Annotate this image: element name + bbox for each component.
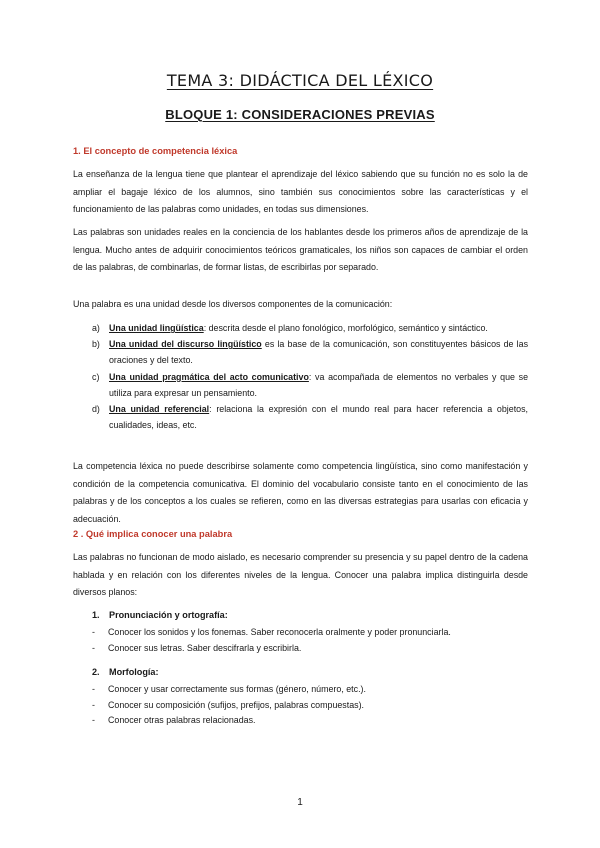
word-unit-list	[73, 320, 528, 433]
plane-1-title: Pronunciación y ortografía:	[109, 610, 228, 620]
section-1-paragraph-3: Una palabra es una unidad desde los diversos componentes de la comunicación:	[73, 299, 393, 309]
list-marker: a)	[92, 323, 100, 333]
list-item	[73, 336, 528, 368]
dash-marker: -	[92, 715, 95, 725]
dash-marker: -	[92, 627, 95, 637]
list-marker: c)	[92, 371, 100, 382]
bullet-text: Conocer otras palabras relacionadas.	[108, 715, 256, 725]
list-marker: b)	[92, 339, 100, 350]
list-item-text: : va acompañada de elementos no verbales y que se utiliza para expresar un pensamiento.	[109, 371, 529, 398]
bullet-item	[92, 698, 532, 714]
bullet-item	[92, 682, 532, 698]
plane-1-heading	[92, 610, 228, 620]
bullet-text: Conocer los sonidos y los fonemas. Saber reconocerla oralmente y poder pronunciarla.	[108, 627, 451, 637]
bullet-text: Conocer su composición (sufijos, prefijos, palabras compuestas).	[108, 699, 365, 710]
section-2-heading: 2 . Qué implica conocer una palabra	[73, 529, 233, 539]
plane-2-number: 2.	[92, 667, 100, 677]
plane-1-bullets	[92, 625, 532, 656]
bullet-item	[92, 713, 532, 729]
bloque-heading: BLOQUE 1: CONSIDERACIONES PREVIAS	[165, 107, 435, 122]
bullet-text: Conocer sus letras. Saber descifrarla y escribirla.	[108, 642, 302, 653]
document-title: TEMA 3: DIDÁCTICA DEL LÉXICO	[166, 71, 434, 90]
list-item	[73, 320, 528, 336]
list-item-term: Una unidad lingüística	[109, 323, 204, 333]
dash-marker: -	[92, 699, 95, 710]
plane-1-number: 1.	[92, 610, 100, 620]
list-item	[73, 401, 528, 433]
bullet-text: Conocer y usar correctamente sus formas (género, número, etc.).	[108, 684, 366, 694]
list-item-text: : descrita desde el plano fonológico, morfológico, semántico y sintáctico.	[203, 323, 488, 333]
list-item-term: Una unidad del discurso lingüístico	[109, 339, 262, 350]
list-item-term: Una unidad pragmática del acto comunicativo	[109, 371, 309, 382]
plane-2-heading	[92, 667, 159, 677]
section-1-heading: 1. El concepto de competencia léxica	[73, 146, 238, 156]
section-1-paragraph-1: La enseñanza de la lengua tiene que plantear el aprendizaje del léxico sabiendo que su función no es solo la de ampliar el bagaje léxico de los alumnos, sino también sus conocimientos sobre las características y el funcionamiento de las palabras como unidades, en todas sus dimensiones.	[73, 169, 528, 214]
section-1-paragraph-4: La competencia léxica no puede describirse solamente como competencia lingüística, sino como manifestación y condición de la competencia comunicativa. El dominio del vocabulario consiste tanto en el conocimiento de las palabras y de los conceptos a los cuales se refieren, como en las diversas estrategias para usarlas con eficacia y adecuación.	[73, 461, 528, 524]
section-2-paragraph-1: Las palabras no funcionan de modo aislado, es necesario comprender su presencia y su papel dentro de la cadena hablada y en relación con los diferentes niveles de la lengua. Conocer una palabra implica distinguirla desde diversos planos:	[73, 552, 528, 597]
dash-marker: -	[92, 684, 95, 694]
list-item-term: Una unidad referencial	[109, 404, 210, 415]
list-item	[73, 369, 528, 401]
list-item-text: : relaciona la expresión con el mundo real para hacer referencia a objetos, cualidades, ideas, etc.	[109, 404, 529, 431]
plane-2-title: Morfología:	[109, 667, 159, 677]
list-marker: d)	[92, 404, 100, 415]
dash-marker: -	[92, 642, 95, 653]
plane-2-bullets	[92, 682, 532, 729]
bullet-item	[92, 625, 532, 641]
section-1-paragraph-2: Las palabras son unidades reales en la conciencia de los hablantes desde los primeros años de aprendizaje de la lengua. Mucho antes de adquirir conocimientos teóricos gramaticales, los niños son capaces de cambiar el orden de las palabras, de combinarlas, de formar listas, de escribirlas por separado.	[73, 227, 528, 272]
page-number: 1	[297, 797, 303, 808]
bullet-item	[92, 641, 532, 657]
list-item-text: es la base de la comunicación, son constituyentes básicos de las oraciones y del texto.	[109, 339, 529, 366]
